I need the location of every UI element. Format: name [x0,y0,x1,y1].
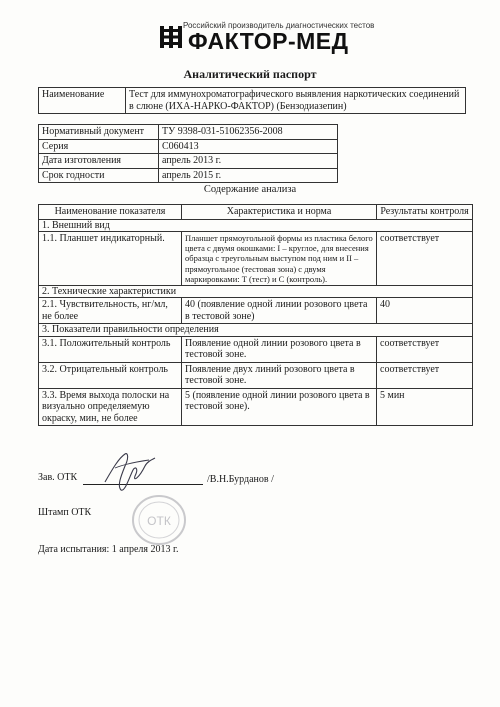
indicator-norm: Планшет прямоугольной формы из пластика белого цвета с двумя окошками: I – круглое, для внесения образца с треугольным выступом под ним и II – прямоугольное (тестовая зона) с двумя маркировками: Т (тест) и С (контроль). [182,232,377,286]
test-date: Дата испытания: 1 апреля 2013 г. [38,544,179,555]
info-label: Срок годности [39,168,159,183]
info-value: ТУ 9398-031-51062356-2008 [159,125,338,140]
qc-head-label: Зав. ОТК [38,472,78,483]
qc-head-name: /В.Н.Бурданов / [207,474,274,485]
indicator-norm: Появление одной линии розового цвета в тестовой зоне. [182,336,377,362]
analysis-header-row [39,205,473,220]
indicator-name: 3.1. Положительный контроль [39,336,182,362]
column-header: Характеристика и норма [182,205,377,220]
batch-info-table [38,124,338,183]
indicator-result: 5 мин [377,388,473,426]
column-header: Наименование показателя [39,205,182,220]
info-row [39,125,338,140]
table-row [39,232,473,286]
info-value: апрель 2015 г. [159,168,338,183]
info-label: Серия [39,139,159,154]
indicator-name: 3.3. Время выхода полоски на визуально определяемую окраску, мин, не более [39,388,182,426]
table-row [39,388,473,426]
section-row [39,285,473,298]
product-name-table [38,87,466,114]
table-row [39,336,473,362]
indicator-result: 40 [377,298,473,324]
section-title: 2. Технические характеристики [39,285,473,298]
indicator-name: 2.1. Чувствительность, нг/мл, не более [39,298,182,324]
section-title: 3. Показатели правильности определения [39,324,473,337]
indicator-name: 3.2. Отрицательный контроль [39,362,182,388]
stamp-label: Штамп ОТК [38,507,92,518]
info-label: Нормативный документ [39,125,159,140]
info-row [39,154,338,169]
company-name: ФАКТОР-МЕД [188,28,349,54]
analysis-table [38,204,473,426]
indicator-norm: Появление двух линий розового цвета в тестовой зоне. [182,362,377,388]
column-header: Результаты контроля [377,205,473,220]
table-row [39,298,473,324]
handwritten-signature [95,448,165,496]
qc-stamp [125,490,193,550]
company-tagline: Российский производитель диагностических тестов [183,21,375,30]
indicator-result: соответствует [377,336,473,362]
section-row [39,219,473,232]
document-title: Аналитический паспорт [183,67,317,81]
product-name-label: Наименование [39,88,126,114]
section-title: 1. Внешний вид [39,219,473,232]
section-row [39,324,473,337]
info-label: Дата изготовления [39,154,159,169]
indicator-result: соответствует [377,232,473,286]
info-row [39,168,338,183]
factor-med-logo-icon [158,24,184,50]
indicator-result: соответствует [377,362,473,388]
indicator-norm: 40 (появление одной линии розового цвета в тестовой зоне) [182,298,377,324]
product-name-value: Тест для иммунохроматографического выявления наркотических соединений в слюне (ИХА-НАРКО-ФАКТОР) (Бензодиазепин) [126,88,466,114]
indicator-name: 1.1. Планшет индикаторный. [39,232,182,286]
info-value: С060413 [159,139,338,154]
analysis-heading: Содержание анализа [203,184,297,195]
stamp-text: ОТК [147,514,171,528]
info-row [39,139,338,154]
table-row [39,362,473,388]
indicator-norm: 5 (появление одной линии розового цвета в тестовой зоне). [182,388,377,426]
info-value: апрель 2013 г. [159,154,338,169]
